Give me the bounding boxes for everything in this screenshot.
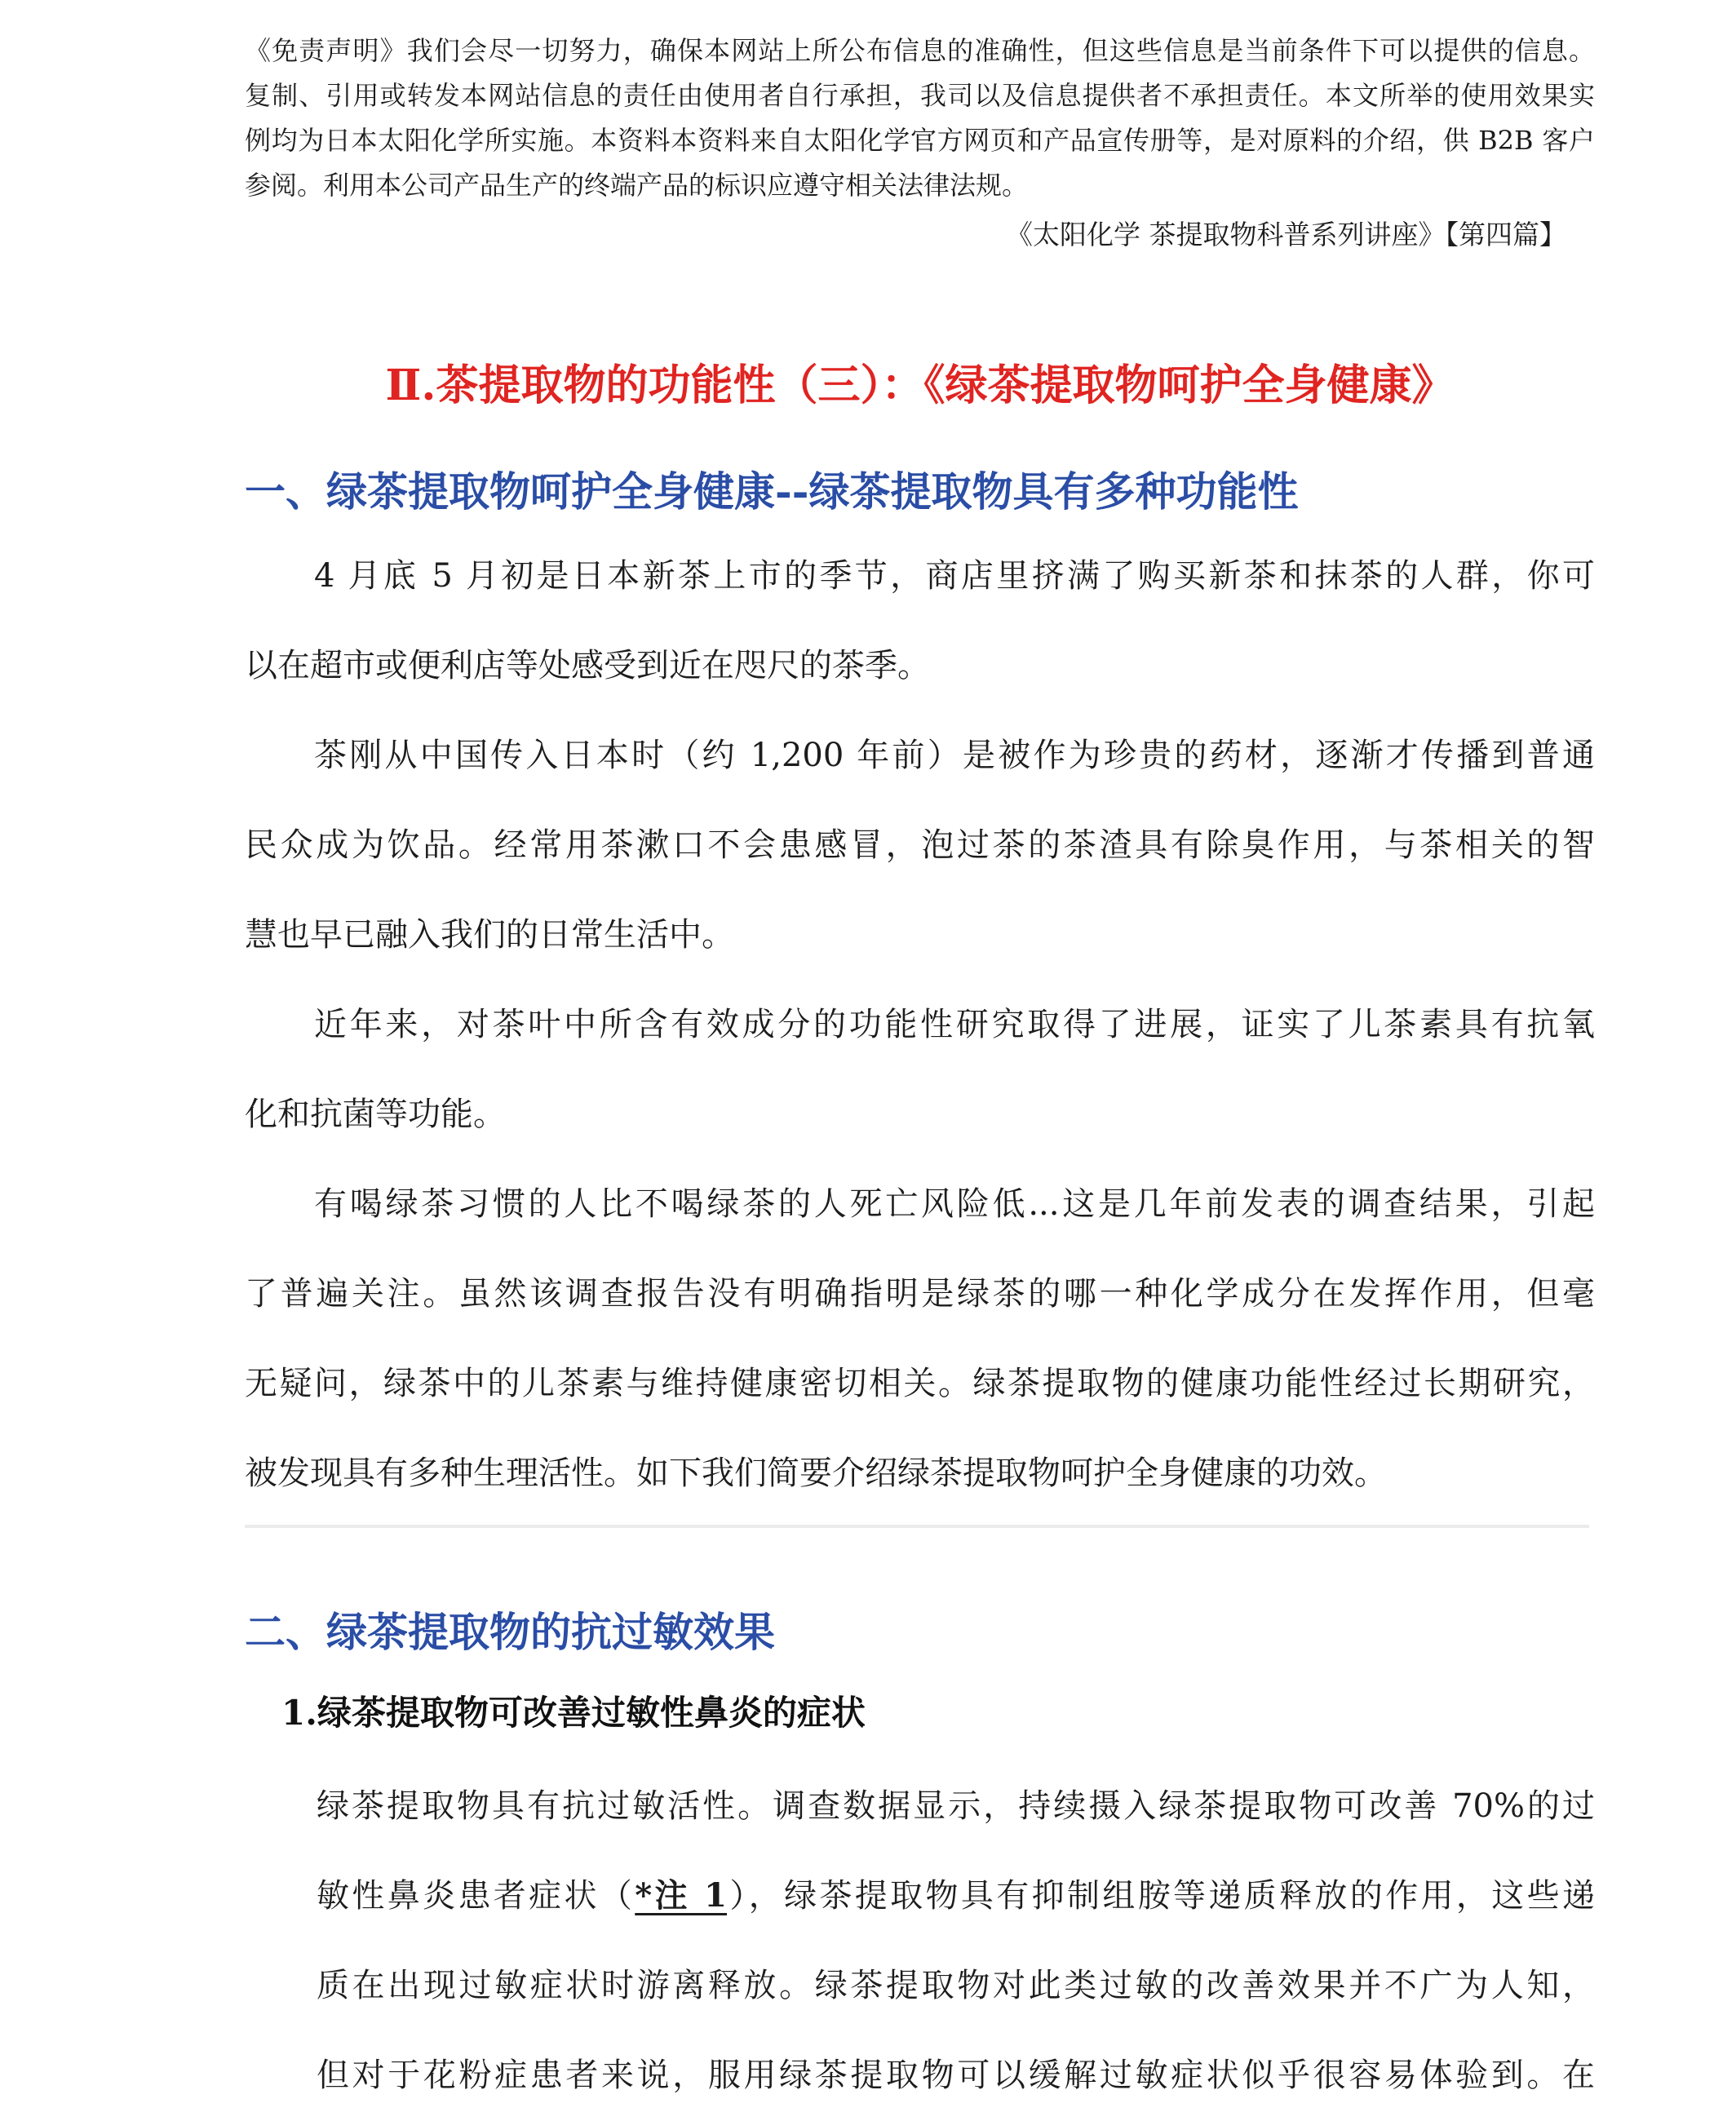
disclaimer-line: 复制、引用或转发本网站信息的责任由使用者自行承担，我司以及信息提供者不承担责任。本文所举的使用效果实 [245, 80, 1595, 111]
note-1-link[interactable]: *注 1 [635, 1876, 728, 1915]
disclaimer-line: 《免责声明》我们会尽一切努力，确保本网站上所公布信息的准确性，但这些信息是当前条件下可以提供的信息。 [245, 35, 1595, 66]
paragraph-line [317, 1851, 1595, 1941]
disclaimer-block [245, 29, 1595, 208]
paragraph-line: 被发现具有多种生理活性。如下我们简要介绍绿茶提取物呵护全身健康的功效。 [245, 1455, 1387, 1492]
series-citation: 《太阳化学 茶提取物科普系列讲座》【第四篇】 [1006, 219, 1566, 250]
paragraph-line: 茶刚从中国传入日本时（约 1,200 年前）是被作为珍贵的药材，逐渐才传播到普通 [314, 737, 1595, 774]
section1-body [245, 531, 1595, 1518]
paragraph-line: 无疑问，绿茶中的儿茶素与维持健康密切相关。绿茶提取物的健康功能性经过长期研究， [245, 1365, 1595, 1402]
disclaimer-line: 例均为日本太阳化学所实施。本资料本资料来自太阳化学官方网页和产品宣传册等，是对原料的介绍，供 B2B 客户 [245, 125, 1595, 156]
paragraph-line: 有喝绿茶习惯的人比不喝绿茶的人死亡风险低...这是几年前发表的调查结果，引起 [314, 1185, 1595, 1223]
paragraph-line: 但对于花粉症患者来说，服用绿茶提取物可以缓解过敏症状似乎很容易体验到。在 [317, 2057, 1595, 2094]
section2-body [245, 1761, 1595, 2120]
paragraph-line: 以在超市或便利店等处感受到近在咫尺的茶季。 [245, 647, 930, 684]
section-divider [245, 1525, 1589, 1528]
page-title: Ⅱ.茶提取物的功能性（三）：《绿茶提取物呵护全身健康》 [385, 361, 1455, 410]
paragraph-line: 慧也早已融入我们的日常生活中。 [245, 916, 734, 954]
line-text: ），绿茶提取物具有抑制组胺等递质释放的作用，这些递 [727, 1877, 1596, 1915]
paragraph-line: 近年来，对茶叶中所含有效成分的功能性研究取得了进展，证实了儿茶素具有抗氧 [314, 1006, 1595, 1043]
section2-subheading: 1.绿茶提取物可改善过敏性鼻炎的症状 [281, 1693, 866, 1733]
line-text: 敏性鼻炎患者症状（ [317, 1877, 636, 1915]
paragraph-line: 了普遍关注。虽然该调查报告没有明确指明是绿茶的哪一种化学成分在发挥作用，但毫 [245, 1275, 1595, 1313]
section1-heading: 一、绿茶提取物呵护全身健康--绿茶提取物具有多种功能性 [245, 467, 1299, 516]
disclaimer-line: 参阅。利用本公司产品生产的终端产品的标识应遵守相关法律法规。 [245, 170, 1029, 201]
section2-heading: 二、绿茶提取物的抗过敏效果 [245, 1608, 775, 1656]
paragraph-line: 质在出现过敏症状时游离释放。绿茶提取物对此类过敏的改善效果并不广为人知， [317, 1967, 1595, 2004]
paragraph-line: 化和抗菌等功能。 [245, 1096, 506, 1133]
paragraph-line: 4 月底 5 月初是日本新茶上市的季节，商店里挤满了购买新茶和抹茶的人群，你可 [314, 557, 1595, 595]
paragraph-line: 民众成为饮品。经常用茶漱口不会患感冒，泡过茶的茶渣具有除臭作用，与茶相关的智 [245, 826, 1595, 864]
paragraph-line: 绿茶提取物具有抗过敏活性。调查数据显示，持续摄入绿茶提取物可改善 70%的过 [317, 1787, 1595, 1825]
